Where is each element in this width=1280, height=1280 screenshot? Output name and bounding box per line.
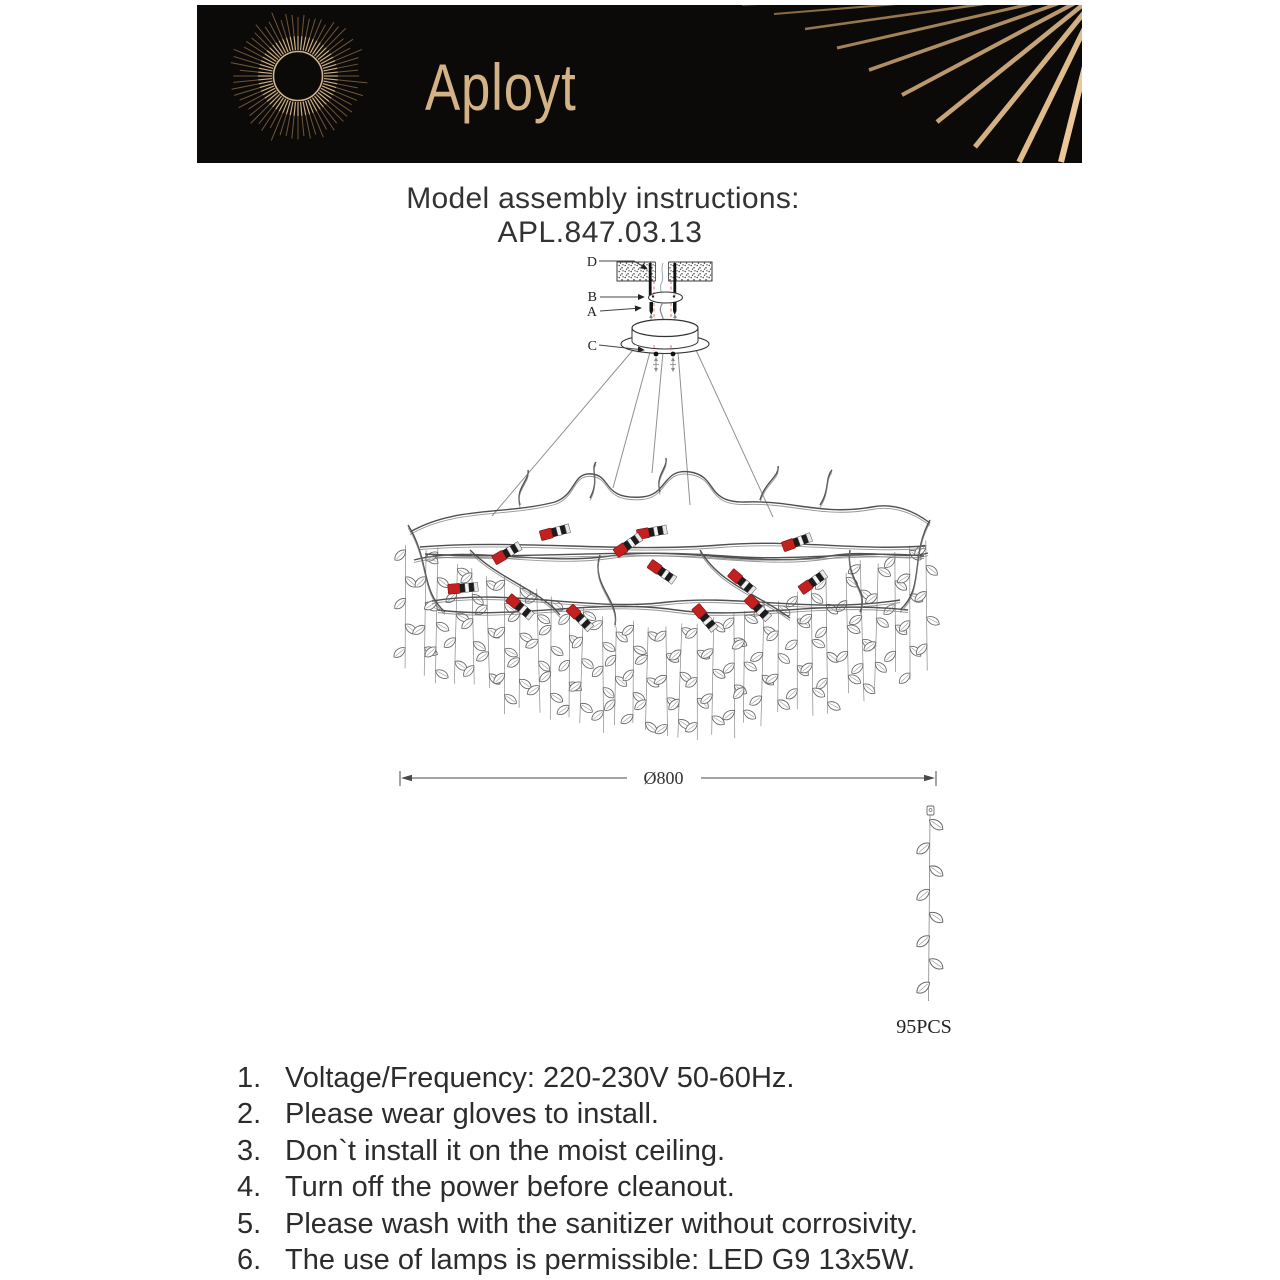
strand-count-label: 95PCS: [896, 1016, 952, 1038]
instruction-text: Turn off the power before cleanout.: [285, 1171, 735, 1204]
anchor-bolt: [673, 263, 676, 296]
instruction-item: [237, 1171, 1097, 1207]
page-title: Model assembly instructions:: [406, 182, 800, 215]
canopy-body: [632, 320, 698, 337]
part-label-c: C: [587, 339, 597, 354]
brand-name: Aployt: [425, 50, 577, 124]
brand-banner: [197, 5, 1082, 163]
instruction-text: Please wear gloves to install.: [285, 1098, 659, 1131]
instructions-list: [237, 1062, 1097, 1280]
instruction-item: [237, 1135, 1097, 1171]
suspension-wires: [492, 350, 773, 517]
instruction-number: 5.: [237, 1207, 262, 1240]
anchor-bolt: [649, 263, 652, 296]
banner-rays-icon: [742, 5, 1082, 162]
instruction-number: 6.: [237, 1243, 262, 1276]
instruction-text: Please wash with the sanitizer without corrosivity.: [285, 1207, 918, 1240]
banner-decoration: [197, 5, 1082, 163]
instruction-item: [237, 1062, 1097, 1098]
plate-screw: [650, 302, 654, 311]
sunburst-logo-icon: [231, 13, 368, 141]
dimension-value: Ø800: [643, 768, 684, 788]
dimension-line: [400, 768, 936, 788]
model-number: APL.847.03.13: [497, 216, 703, 249]
instruction-number: 2.: [237, 1098, 262, 1131]
instruction-item: [237, 1208, 1097, 1244]
instruction-number: 4.: [237, 1171, 262, 1204]
branch-frame: [408, 458, 930, 628]
part-label-d: D: [586, 255, 597, 270]
instruction-text: The use of lamps is permissible: LED G9 13x5W.: [285, 1243, 916, 1276]
instruction-item: [237, 1244, 1097, 1280]
canopy-screw: [671, 352, 676, 357]
instruction-text: Voltage/Frequency: 220-230V 50-60Hz.: [285, 1062, 795, 1094]
sample-strand: [896, 806, 952, 1038]
canopy-screw: [654, 352, 659, 357]
part-label-b: B: [587, 290, 597, 305]
instruction-number: 1.: [237, 1062, 262, 1094]
instruction-item: [237, 1098, 1097, 1134]
plate-screw: [673, 302, 677, 311]
instruction-text: Don`t install it on the moist ceiling.: [285, 1134, 726, 1167]
assembly-diagram: [380, 250, 1010, 1055]
part-label-a: A: [586, 305, 597, 320]
instruction-number: 3.: [237, 1134, 262, 1167]
